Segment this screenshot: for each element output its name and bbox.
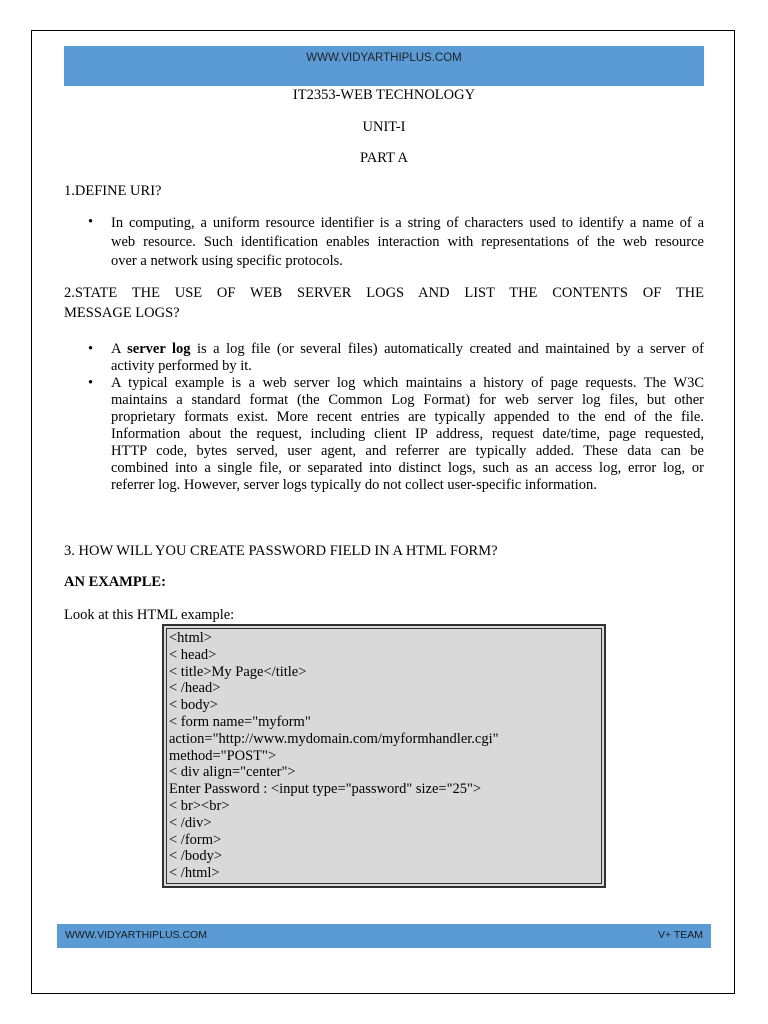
code-line: < br><br> (169, 797, 230, 814)
q2-heading-line1: 2.STATE THE USE OF WEB SERVER LOGS AND LIST THE CONTENTS OF THE (64, 285, 704, 301)
q2-b2-line: proprietary formats exist. More recent entries are typically appended to the end of the file. (111, 409, 704, 425)
q1-heading: 1.DEFINE URI? (64, 183, 162, 199)
q2-b1-rest: is a log file (or several files) automatically created and maintained by a server of (190, 341, 705, 357)
q2-b2-line: referrer log. However, server logs typically do not collect user-specific information. (111, 477, 597, 493)
q1-line: In computing, a uniform resource identifier is a string of characters used to identify a name of a (111, 215, 704, 231)
code-line: action="http://www.mydomain.com/myformhandler.cgi" (169, 730, 499, 747)
footer-team: V+ TEAM (657, 929, 703, 941)
q2-b1-line1 (111, 341, 704, 358)
bullet-icon: • (88, 375, 94, 391)
code-line: < div align="center"> (169, 764, 296, 781)
q2-b2-line: maintains a standard format (the Common Log Format) for web server log files, but other (111, 392, 704, 408)
code-lines (169, 630, 499, 882)
code-line: < /div> (169, 814, 212, 831)
code-line: < head> (169, 646, 217, 663)
q2-bullet-2 (111, 375, 704, 494)
code-line: < /body> (169, 848, 223, 865)
q2-bullet-1 (111, 341, 704, 375)
q1-line: web resource. Such identification enables interaction with representations of the web resource (111, 234, 704, 250)
code-line: < /form> (169, 831, 222, 848)
q2-heading-line2: MESSAGE LOGS? (64, 305, 180, 321)
code-line: method="POST"> (169, 747, 277, 764)
footer-band (57, 924, 711, 948)
q2-b2-line: A typical example is a web server log which maintains a history of page requests. The W3C (111, 375, 704, 391)
q2-b1-line2: activity performed by it. (111, 358, 252, 374)
code-line: < title>My Page</title> (169, 663, 307, 680)
header-band (64, 46, 704, 86)
example-label: AN EXAMPLE: (64, 574, 166, 590)
bullet-icon: • (88, 214, 94, 230)
code-line: Enter Password : <input type="password" size="25"> (169, 781, 482, 798)
q2-b1-prefix: A (111, 341, 128, 357)
code-line: < body> (169, 697, 218, 714)
q2-b2-line: Information about the request, including client IP address, request date/time, page requested, (111, 426, 704, 442)
unit-title: UNIT-I (362, 119, 406, 135)
footer-site[interactable]: WWW.VIDYARTHIPLUS.COM (65, 929, 207, 941)
example-intro: Look at this HTML example: (64, 607, 235, 623)
code-line: < /head> (169, 680, 221, 697)
server-log-term: server log (127, 341, 191, 357)
q2-heading (64, 283, 704, 323)
code-line: <html> (169, 630, 212, 646)
header-site[interactable]: WWW.VIDYARTHIPLUS.COM (306, 52, 462, 64)
part-title: PART A (360, 150, 408, 166)
code-line: < /html> (169, 865, 220, 882)
q2-b2-line: HTTP code, bytes served, user agent, and referrer are typically added. These data can be (111, 443, 704, 459)
code-box (162, 624, 606, 888)
bullet-icon: • (88, 341, 94, 357)
course-title: IT2353-WEB TECHNOLOGY (292, 87, 476, 103)
q3-heading: 3. HOW WILL YOU CREATE PASSWORD FIELD IN A HTML FORM? (64, 543, 498, 559)
code-line: < form name="myform" (169, 713, 311, 730)
q1-bullet (111, 214, 704, 271)
q2-b2-line: combined into a single file, or separated into distinct logs, such as an access log, error log, or (111, 460, 704, 476)
q1-line: over a network using specific protocols. (111, 253, 343, 269)
